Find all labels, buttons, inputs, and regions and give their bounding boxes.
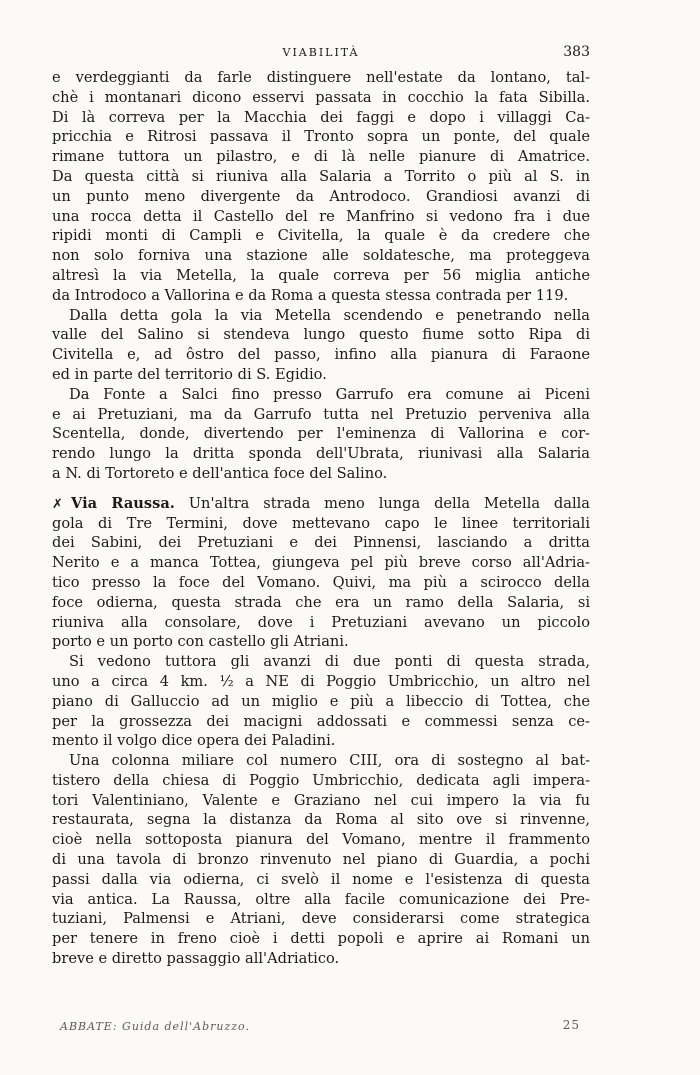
text-line: a N. di Tortoreto e dell'antica foce del Salino. <box>52 464 388 482</box>
text-line: tuziani, Palmensi e Atriani, deve considerarsi come strategica <box>52 910 590 928</box>
text-line: mento il volgo dice opera dei Paladini. <box>52 732 336 750</box>
footer-signature-line <box>60 1020 250 1033</box>
running-head <box>52 42 590 68</box>
text-line: restaurata, segna la distanza da Roma al sito ove si rinvenne, <box>52 811 590 829</box>
text-line: e ai Pretuziani, ma da Garrufo tutta nel Pretuzio perveniva alla <box>52 405 590 423</box>
text-line: piano di Galluccio ad un miglio e più a libeccio di Tottea, che <box>52 692 590 710</box>
text-line: valle del Salino si stendeva lungo questo fiume sotto Ripa di <box>52 326 590 344</box>
text-line <box>52 494 590 514</box>
footer-sheet-number: 25 <box>562 1018 580 1032</box>
paragraph <box>52 652 590 751</box>
text-line: foce odierna, questa strada che era un ramo della Salaria, si <box>52 593 590 611</box>
text-line: non solo forniva una stazione alle soldatesche, ma proteggeva <box>52 247 590 265</box>
running-title: VIABILITÀ <box>282 46 360 59</box>
text-line: Civitella e, ad ôstro del passo, infino alla pianura di Faraone <box>52 346 590 364</box>
text-line: via antica. La Raussa, oltre alla facile comunicazione dei Pre- <box>52 890 590 908</box>
text-line: per tenere in freno cioè i detti popoli e aprire ai Romani un <box>52 930 590 948</box>
text-line: porto e un porto con castello gli Atriani. <box>52 633 349 651</box>
text-line: uno a circa 4 km. ½ a NE di Poggio Umbricchio, un altro nel <box>52 672 590 690</box>
text-line: Da questa città si riuniva alla Salaria a Torrito o più al S. in <box>52 167 590 185</box>
text-line: una rocca detta il Castello del re Manfrino si vedono fra i due <box>52 207 590 225</box>
text-line: Scentella, donde, divertendo per l'eminenza di Vallorina e cor- <box>52 425 590 443</box>
text-line-rest: Un'altra strada meno lunga della Metella dalla <box>188 494 590 512</box>
text-line: gola di Tre Termini, dove mettevano capo le linee territoriali <box>52 514 590 532</box>
section-marker: ✗ <box>52 496 63 512</box>
text-line: passi dalla via odierna, ci svelò il nome e l'esistenza di questa <box>52 870 590 888</box>
text-line: chè i montanari dicono esservi passata in cocchio la fata Sibilla. <box>52 88 590 106</box>
paragraph-via-raussa <box>52 494 590 652</box>
text-line: di una tavola di bronzo rinvenuto nel piano di Guardia, a pochi <box>52 851 590 869</box>
text-line: da Introdoco a Vallorina e da Roma a questa stessa contrada per 119. <box>52 286 569 304</box>
text-line: Da Fonte a Salci fino presso Garrufo era comune ai Piceni <box>69 385 590 403</box>
text-line: ed in parte del territorio di S. Egidio. <box>52 365 327 383</box>
paragraph <box>52 385 590 484</box>
text-line: riuniva alla consolare, dove i Pretuziani avevano un piccolo <box>52 613 590 631</box>
paragraph <box>52 751 590 969</box>
footer-book-title: Guida dell'Abruzzo. <box>122 1020 250 1033</box>
text-line: cioè nella sottoposta pianura del Vomano, mentre il frammento <box>52 831 590 849</box>
text-line: tori Valentiniano, Valente e Graziano nel cui impero la via fu <box>52 791 590 809</box>
text-line: altresì la via Metella, la quale correva per 56 miglia antiche <box>52 266 590 284</box>
text-line: ripidi monti di Campli e Civitella, la quale è da credere che <box>52 227 590 245</box>
text-line: tico presso la foce del Vomano. Quivi, ma più a scirocco della <box>52 573 590 591</box>
paragraph <box>52 68 590 306</box>
text-line: Si vedono tuttora gli avanzi di due ponti di questa strada, <box>69 653 590 671</box>
text-line: tistero della chiesa di Poggio Umbricchio, dedicata agli impera- <box>52 771 590 789</box>
text-line: dei Sabini, dei Pretuziani e dei Pinnensi, lasciando a dritta <box>52 534 590 552</box>
text-line: Di là correva per la Macchia dei faggi e dopo i villaggi Ca- <box>52 108 590 126</box>
text-line: rendo lungo la dritta sponda dell'Ubrata, riunivasi alla Salaria <box>52 445 590 463</box>
book-page <box>52 42 590 969</box>
page-number: 383 <box>563 44 590 60</box>
text-line: breve e diretto passaggio all'Adriatico. <box>52 950 340 968</box>
text-line: Dalla detta gola la via Metella scendendo e penetrando nella <box>69 306 590 324</box>
text-line: pricchia e Ritrosi passava il Tronto sopra un ponte, del quale <box>52 128 590 146</box>
footer-signature: ABBATE: <box>60 1020 118 1033</box>
text-line: Nerito e a manca Tottea, giungeva pel più breve corso all'Adria- <box>52 554 590 572</box>
paragraph <box>52 306 590 385</box>
section-heading: Via Raussa. <box>71 494 175 512</box>
text-line: Una colonna miliare col numero CIII, ora di sostegno al bat- <box>69 752 590 770</box>
text-line: rimane tuttora un pilastro, e di là nelle pianure di Amatrice. <box>52 148 590 166</box>
text-line: un punto meno divergente da Antrodoco. Grandiosi avanzi di <box>52 187 590 205</box>
text-line: e verdeggianti da farle distinguere nell'estate da lontano, tal- <box>52 69 590 86</box>
text-line: per la grossezza dei macigni addossati e commessi senza ce- <box>52 712 590 730</box>
